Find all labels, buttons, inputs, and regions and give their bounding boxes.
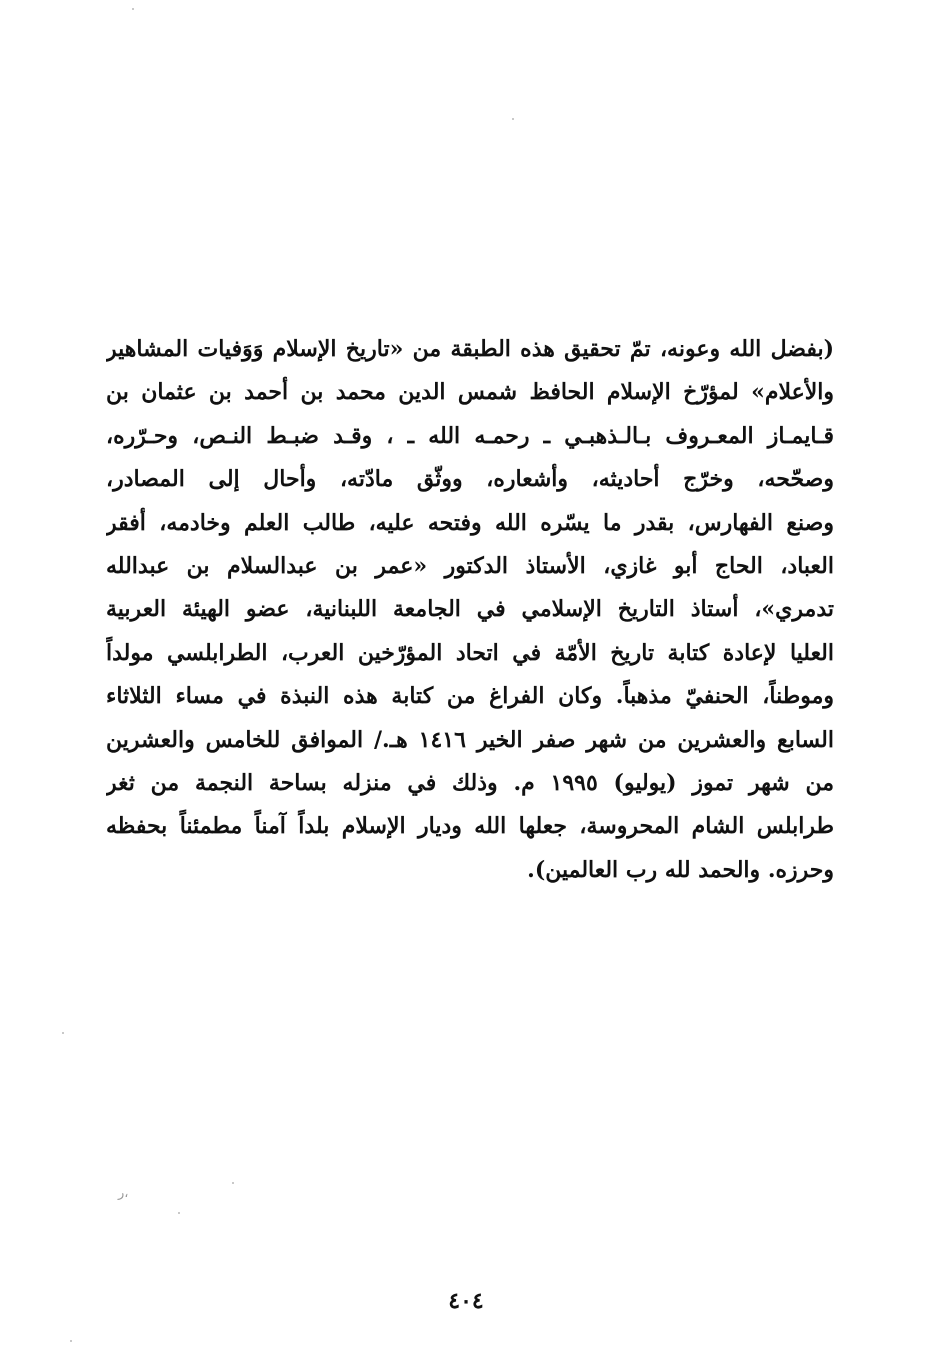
text-line: العليا لإعادة كتابة تاريخ الأمّة في اتحاد المؤرّخين العرب، الطرابلسي مولداً xyxy=(106,639,834,666)
scan-mark: ﺭ، xyxy=(118,1186,129,1201)
text-line: والأعلام» لمؤرّخ الإسلام الحافظ شمس الدين محمد بن أحمد بن عثمان بن xyxy=(106,379,834,406)
text-line: من شهر تموز (يوليو) ١٩٩٥ م. وذلك في منزله بساحة النجمة من ثغر xyxy=(106,769,834,796)
text-line: طرابلس الشام المحروسة، جعلها الله وديار الإسلام بلداً آمناً مطمئناً بحفظه xyxy=(106,813,834,840)
text-line: قـايمـاز المعـروف بـالـذهبـي ـ رحمـه الله ـ ، وقـد ضبـط النـص، وحـرّره، xyxy=(106,422,834,449)
scan-speck xyxy=(512,118,514,120)
colophon-paragraph xyxy=(106,328,834,892)
scan-speck xyxy=(132,8,134,10)
text-line: السابع والعشرين من شهر صفر الخير ١٤١٦ هـ./ الموافق للخامس والعشرين xyxy=(106,726,834,753)
text-line-last: وحرزه. والحمد لله رب العالمين). xyxy=(527,856,834,883)
text-line: تدمري»، أستاذ التاريخ الإسلامي في الجامعة اللبنانية، عضو الهيئة العربية xyxy=(106,596,834,623)
text-line: العباد، الحاج أبو غازي، الأستاذ الدكتور «عمر بن عبدالسلام بن عبدالله xyxy=(106,552,834,579)
scan-speck xyxy=(70,1340,72,1342)
text-line: وصحّحه، وخرّج أحاديثه، وأشعاره، ووثّق مادّته، وأحال إلى المصادر، xyxy=(106,466,834,493)
text-line: وصنع الفهارس، بقدر ما يسّره الله وفتحه عليه، طالب العلم وخادمه، أفقر xyxy=(106,509,834,536)
scan-speck xyxy=(62,1032,64,1034)
text-line: وموطناً، الحنفيّ مذهباً. وكان الفراغ من كتابة هذه النبذة في مساء الثلاثاء xyxy=(106,683,834,710)
scan-speck xyxy=(232,1182,234,1184)
page-number: ٤٠٤ xyxy=(448,1288,484,1314)
scan-speck xyxy=(178,1212,180,1214)
text-line: (بفضل الله وعونه، تمّ تحقيق هذه الطبقة من «تاريخ الإسلام وَوَفيات المشاهير xyxy=(106,336,834,362)
